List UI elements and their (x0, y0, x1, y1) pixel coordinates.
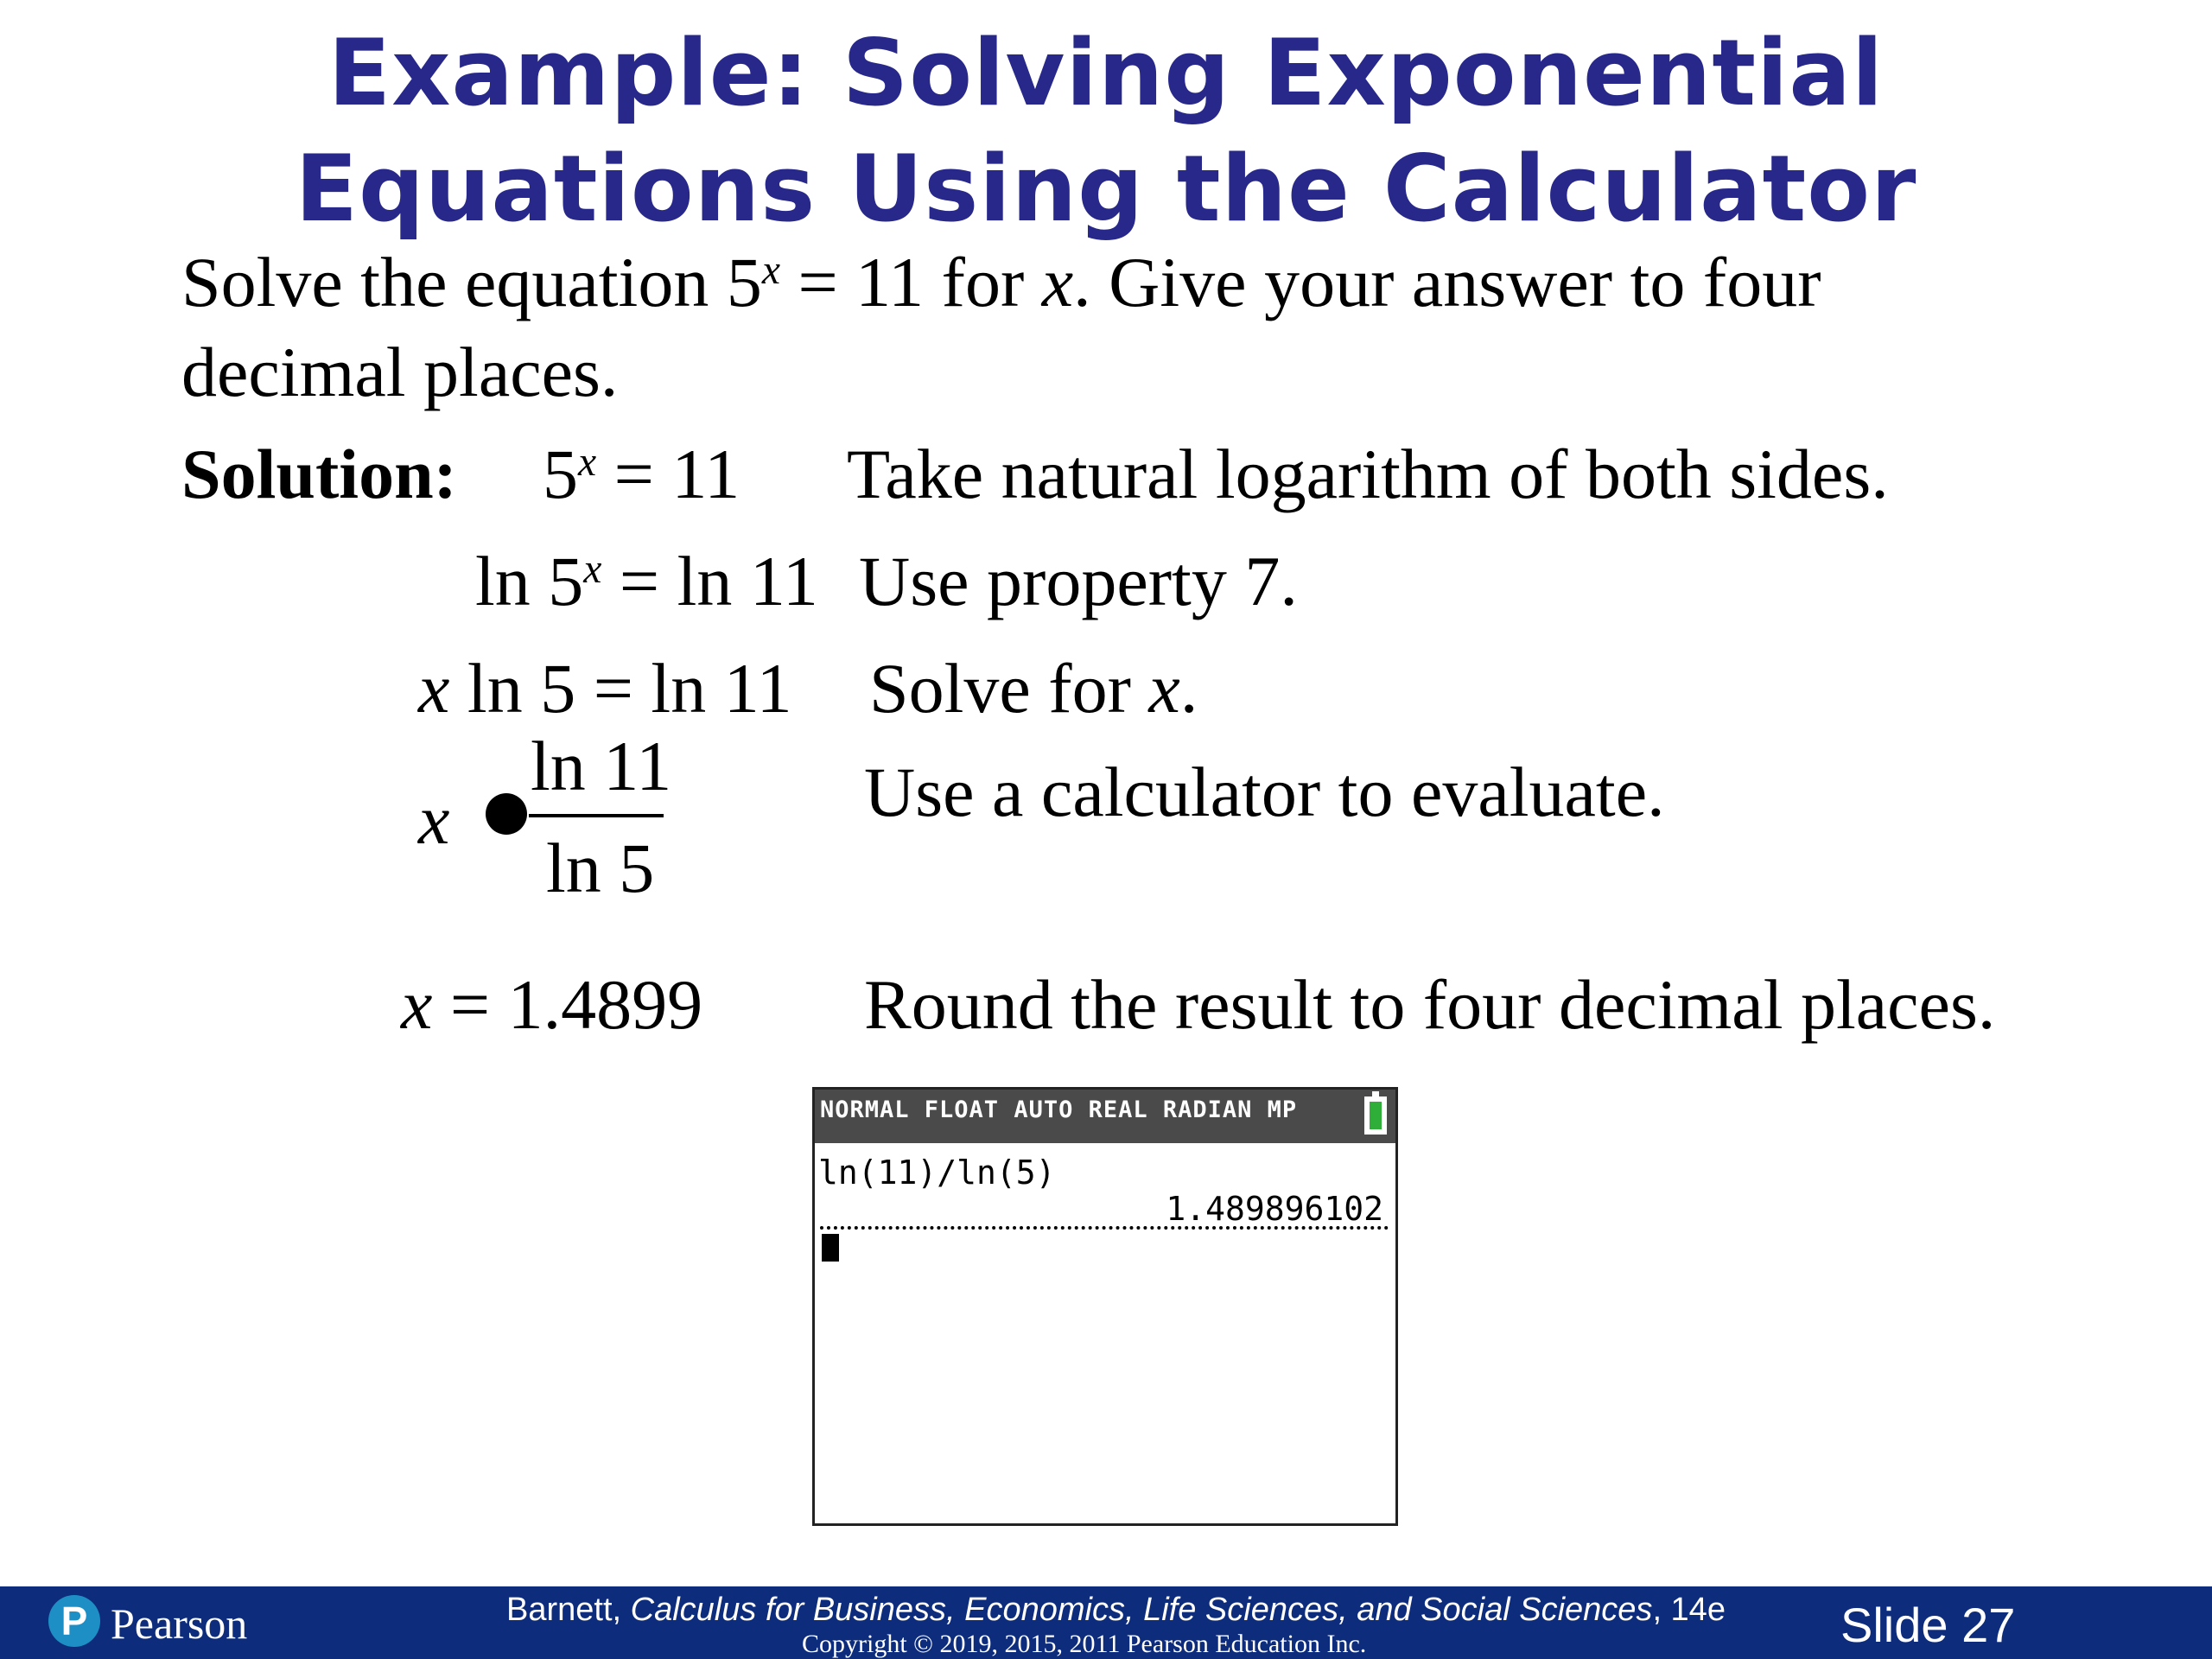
step-3-note (869, 649, 1198, 728)
problem-variable: x (1041, 243, 1074, 321)
solution-label: Solution: (181, 435, 457, 513)
step-5-note: Round the result to four decimal places. (864, 965, 1996, 1044)
problem-text: . Give your answer to four (1073, 243, 1821, 321)
calculator-cursor (822, 1234, 839, 1262)
footer-bar (0, 1586, 2212, 1659)
step-2-note: Use property 7. (859, 542, 1298, 620)
step-3-equation (418, 649, 792, 728)
step-5-equation (401, 965, 703, 1044)
problem-text: Solve the equation 5 (181, 243, 762, 321)
step-1-base: 5 (543, 435, 578, 513)
step-1-exponent: x (578, 439, 597, 485)
step-2-lhs: ln 5 (475, 542, 584, 620)
step-1-rhs: = 11 (596, 435, 741, 513)
problem-statement-line-1 (181, 243, 1821, 321)
step-3-variable: x (418, 649, 450, 728)
pearson-logo-icon: P (48, 1595, 100, 1647)
pearson-logo-text: Pearson (111, 1599, 248, 1648)
slide-number: Slide 27 (1840, 1598, 2016, 1652)
calculator-expression: ln(11)/ln(5) (818, 1154, 1056, 1192)
step-3-rest: ln 5 = ln 11 (449, 649, 792, 728)
slide-title-line-1: Example: Solving Exponential (327, 20, 1885, 126)
fraction-denominator: ln 5 (546, 829, 655, 907)
step-3-note-text: Solve for (869, 649, 1149, 728)
problem-text: = 11 for (779, 243, 1042, 321)
step-3-note-variable: x (1148, 649, 1180, 728)
citation-edition: , 14e (1652, 1592, 1726, 1628)
footer-citation (506, 1592, 1726, 1629)
battery-icon (1364, 1096, 1387, 1135)
step-3-note-period: . (1179, 649, 1198, 728)
calculator-screen (812, 1087, 1398, 1526)
step-2-exponent: x (583, 546, 602, 592)
fraction-bar (529, 814, 664, 817)
step-4-variable: x (418, 780, 450, 859)
fraction-numerator: ln 11 (531, 727, 672, 805)
calculator-divider (820, 1226, 1389, 1230)
step-2-rhs: = ln 11 (601, 542, 818, 620)
slide-title-line-2: Equations Using the Calculator (295, 136, 1917, 242)
step-5-rhs: = 1.4899 (432, 965, 703, 1044)
step-1-note: Take natural logarithm of both sides. (847, 435, 1889, 513)
calculator-mode-text: NORMAL FLOAT AUTO REAL RADIAN MP (820, 1096, 1298, 1123)
calculator-result: 1.489896102 (1166, 1190, 1383, 1228)
citation-author: Barnett, (506, 1592, 631, 1628)
problem-exponent: x (761, 247, 780, 293)
problem-statement-line-2: decimal places. (181, 333, 619, 411)
footer-copyright: Copyright © 2019, 2015, 2011 Pearson Education Inc. (802, 1630, 1367, 1658)
step-4-note: Use a calculator to evaluate. (864, 753, 1665, 831)
citation-title: Calculus for Business, Economics, Life Sciences, and Social Sciences (630, 1592, 1653, 1628)
step-5-variable: x (401, 965, 433, 1044)
calculator-status-bar (815, 1090, 1395, 1143)
equals-dot (486, 793, 527, 835)
step-2-equation (475, 542, 818, 620)
step-1-equation (543, 435, 741, 513)
